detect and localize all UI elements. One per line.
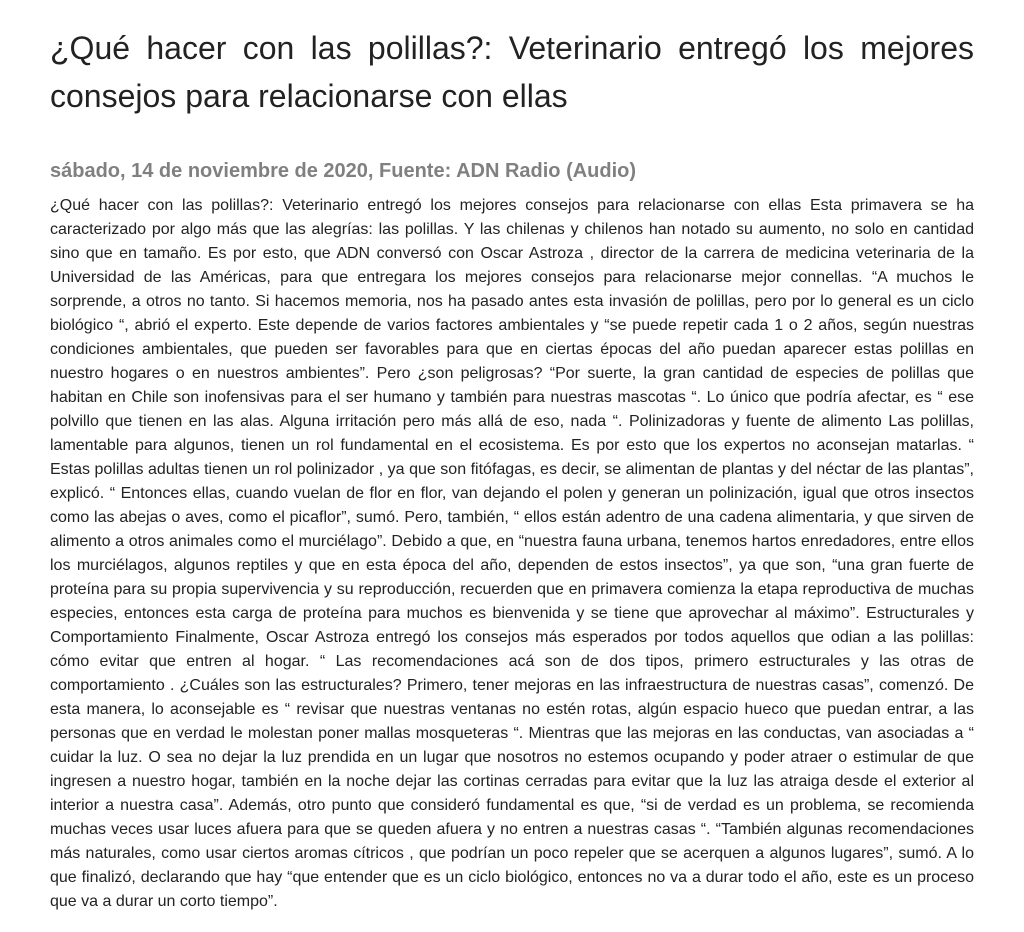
article-body: ¿Qué hacer con las polillas?: Veterinario entregó los mejores consejos para relacionarse con ellas Esta primavera se ha caracterizado por algo más que las alegrías: las polillas. Y las chilenas y chilenos han notado su aumento, no solo en cantidad sino que en tamaño. Es por esto, que ADN conversó con Oscar Astroza , director de la carrera de medicina veterinaria de la Universidad de las Américas, para que entregara los mejores consejos para relacionarse mejor connellas. “A muchos le sorprende, a otros no tanto. Si hacemos memoria, nos ha pasado antes esta invasión de polillas, pero por lo general es un ciclo biológico “, abrió el experto. Este depende de varios factores ambientales y “se puede repetir cada 1 o 2 años, según nuestras condiciones ambientales, que pueden ser favorables para que en ciertas épocas del año puedan aparecer estas polillas en nuestro hogares o en nuestros ambientes”. Pero ¿son peligrosas? “Por suerte, la gran cantidad de especies de polillas que habitan en Chile son inofensivas para el ser humano y también para nuestras mascotas “. Lo único que podría afectar, es “ ese polvillo que tienen en las alas. Alguna irritación pero más allá de eso, nada “. Polinizadoras y fuente de alimento Las polillas, lamentable para algunos, tienen un rol fundamental en el ecosistema. Es por esto que los expertos no aconsejan matarlas. “ Estas polillas adultas tienen un rol polinizador , ya que son fitófagas, es decir, se alimentan de plantas y del néctar de las plantas”, explicó. “ Entonces ellas, cuando vuelan de flor en flor, van dejando el polen y generan un polinización, igual que otros insectos como las abejas o aves, como el picaflor”, sumó. Pero, también, “ ellos están adentro de una cadena alimentaria, y que sirven de alimento a otros animales como el murciélago”. Debido a que, en “nuestra fauna urbana, tenemos hartos enredadores, entre ellos los murciélagos, algunos reptiles y que en esta época del año, dependen de estos insectos”, ya que son, “una gran fuerte de proteína para su propia supervivencia y su reproducción, recuerden que en primavera comienza la etapa reproductiva de muchas especies, entonces esta carga de proteína para muchos es bienvenida y se tiene que aprovechar al máximo”. Estructurales y Comportamiento Finalmente, Oscar Astroza entregó los consejos más esperados por todos aquellos que odian a las polillas: cómo evitar que entren al hogar. “ Las recomendaciones acá son de dos tipos, primero estructurales y las otras de comportamiento . ¿Cuáles son las estructurales? Primero, tener mejoras en las infraestructura de nuestras casas”, comenzó. De esta manera, lo aconsejable es “ revisar que nuestras ventanas no estén rotas, algún espacio hueco que puedan entrar, a las personas que en verdad le molestan poner mallas mosqueteras “. Mientras que las mejoras en las conductas, van asociadas a “ cuidar la luz. O sea no dejar la luz prendida en un lugar que nosotros no estemos ocupando y poder atraer o estimular de que ingresen a nuestro hogar, también en la noche dejar las cortinas cerradas para evitar que la luz las atraiga desde el exterior al interior a nuestra casa”. Además, otro punto que consideró fundamental es que, “si de verdad es un problema, se recomienda muchas veces usar luces afuera para que se queden afuera y no entren a nuestras casas “. “También algunas recomendaciones más naturales, como usar ciertos aromas cítricos , que podrían un poco repeler que se acerquen a algunos lugares”, sumó. A lo que finalizó, declarando que hay “que entender que es un ciclo biológico, entonces no va a durar todo el año, este es un proceso que va a durar un corto tiempo”.: [50, 197, 974, 910]
article-meta: sábado, 14 de noviembre de 2020, Fuente: ADN Radio (Audio): [50, 160, 637, 182]
article-title: ¿Qué hacer con las polillas?: Veterinario entregó los mejores consejos para relacionarse con ellas: [50, 30, 974, 114]
